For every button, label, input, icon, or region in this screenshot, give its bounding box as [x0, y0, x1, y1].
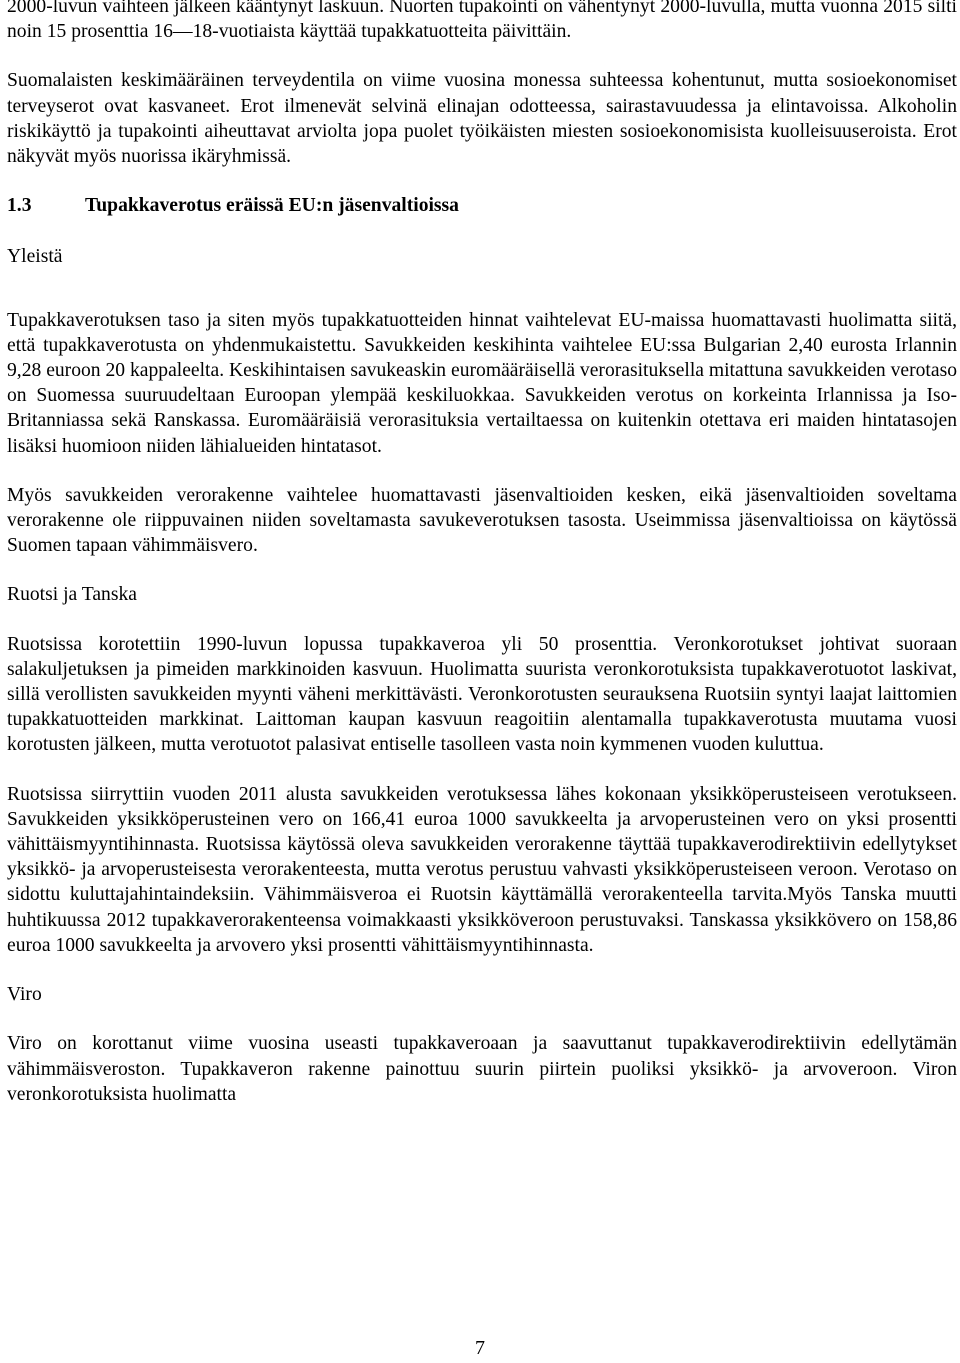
section-number: 1.3 [7, 195, 32, 217]
page-number: 7 [475, 1337, 485, 1359]
subheading-sweden-denmark: Ruotsi ja Tanska [7, 584, 137, 606]
paragraph-tax-structure: Myös savukkeiden verorakenne vaihtelee huomattavasti jäsenvaltioiden kesken, eikä jäsenvaltioiden soveltama verorakenne ole riippuvainen niiden soveltamasta savukeverotuksen tasosta. Useimmissa jäsenvaltioissa on käytössä Suomen tapaan vähimmäisvero. [7, 484, 957, 557]
paragraph-estonia: Viro on korottanut viime vuosina useasti tupakkaveroaan ja saavuttanut tupakkaverodirektiivin edellytämän vähimmäisveroston. Tupakkaveron rakenne painottuu suurin piirtein puoliksi yksikkö- ja arvoveroon. Viron veronkorotuksista huolimatta [7, 1033, 957, 1105]
section-heading [7, 193, 957, 218]
paragraph-youth-smoking: 2000-luvun vaihteen jälkeen kääntynyt laskuun. Nuorten tupakointi on vähentynyt 2000-luvulla, mutta vuonna 2015 silti noin 15 prosenttia 16—18-vuotiaista käyttää tupakkatuotteita päivittäin. [7, 0, 957, 43]
paragraph-sweden-denmark-unit-tax: Ruotsissa siirryttiin vuoden 2011 alusta savukkeiden verotuksessa lähes kokonaan yksikköperusteiseen verotukseen. Savukkeiden yksikköperusteinen vero on 166,41 euroa 1000 savukkeelta ja arvoperusteinen vero on yksi prosentti vähittäismyyntihinnasta. Ruotsissa käytössä oleva savukkeiden verorakenne täyttää tupakkaverodirektiivin edellytykset yksikkö- ja arvoperusteisesta verorakenteesta, mutta verotus perustuu vahvasti yksikköperusteiseen veroon. Verotaso on sidottu kuluttajahintaindeksiin. Vähimmäisveroa ei Ruotsin käyttämällä verorakenteella tarvita.Myös Tanska muutti huhtikuussa 2012 tupakkaverorakenteensa voimakkaasti yksikköveroon perustuvaksi. Tanskassa yksikkövero on 158,86 euroa 1000 savukkeelta ja arvovero yksi prosentti vähittäismyyntihinnasta. [7, 783, 957, 956]
section-title: Tupakkaverotus eräissä EU:n jäsenvaltioissa [85, 195, 459, 217]
paragraph-tax-levels: Tupakkaverotuksen taso ja siten myös tupakkatuotteiden hinnat vaihtelevat EU-maissa huomattavasti huolimatta siitä, että tupakkaverotusta on yhdenmukaistettu. Savukkeiden keskihinta vaihtelee EU:ssa Bulgarian 2,40 eurosta Irlannin 9,28 euroon 20 kappaleelta. Keskihintaisen savukeaskin euromääräisellä verorasituksella mitattuna savukkeiden verotaso on Suomessa suuruudeltaan Euroopan ylempää keskiluokkaa. Savukkeiden verotus on korkeinta Irlannissa ja Iso-Britanniassa sekä Ranskassa. Euromääräisiä verorasituksia vertailtaessa on kuitenkin otettava eri maiden hintatasojen lisäksi huomioon niiden lähialueiden hintatasot. [7, 309, 957, 457]
paragraph-sweden-increase: Ruotsissa korotettiin 1990-luvun lopussa tupakkaveroa yli 50 prosenttia. Veronkorotukset johtivat suoraan salakuljetuksen ja pimeiden markkinoiden kasvuun. Huolimatta suurista veronkorotuksista tupakkaverotuotot laskivat, sillä verollisten savukkeiden myynti väheni merkittävästi. Veronkorotusten seurauksena Ruotsiin syntyi laajat laittomien tupakkatuotteiden markkinat. Laittoman kaupan kasvuun reagoitiin alentamalla tupakkaverotusta muutama vuosi korotusten jälkeen, mutta verotuotot palasivat entiselle tasolleen vasta noin kymmenen vuoden kuluttua. [7, 633, 957, 756]
paragraph-health-differences: Suomalaisten keskimääräinen terveydentila on viime vuosina monessa suhteessa kohentunut, mutta sosioekonomiset terveyserot ovat kasvaneet. Erot ilmenevät selvinä elinajan odotteessa, sairastavuudessa ja elintavoissa. Alkoholin riskikäyttö ja tupakointi aiheuttavat arviolta jopa puolet työikäisten miesten sosioekonomisista kuolleisuuseroista. Erot näkyvät myös nuorissa ikäryhmissä. [7, 70, 957, 168]
subheading-general: Yleistä [7, 246, 63, 268]
subheading-estonia: Viro [7, 984, 42, 1006]
document-page [7, 0, 957, 1107]
